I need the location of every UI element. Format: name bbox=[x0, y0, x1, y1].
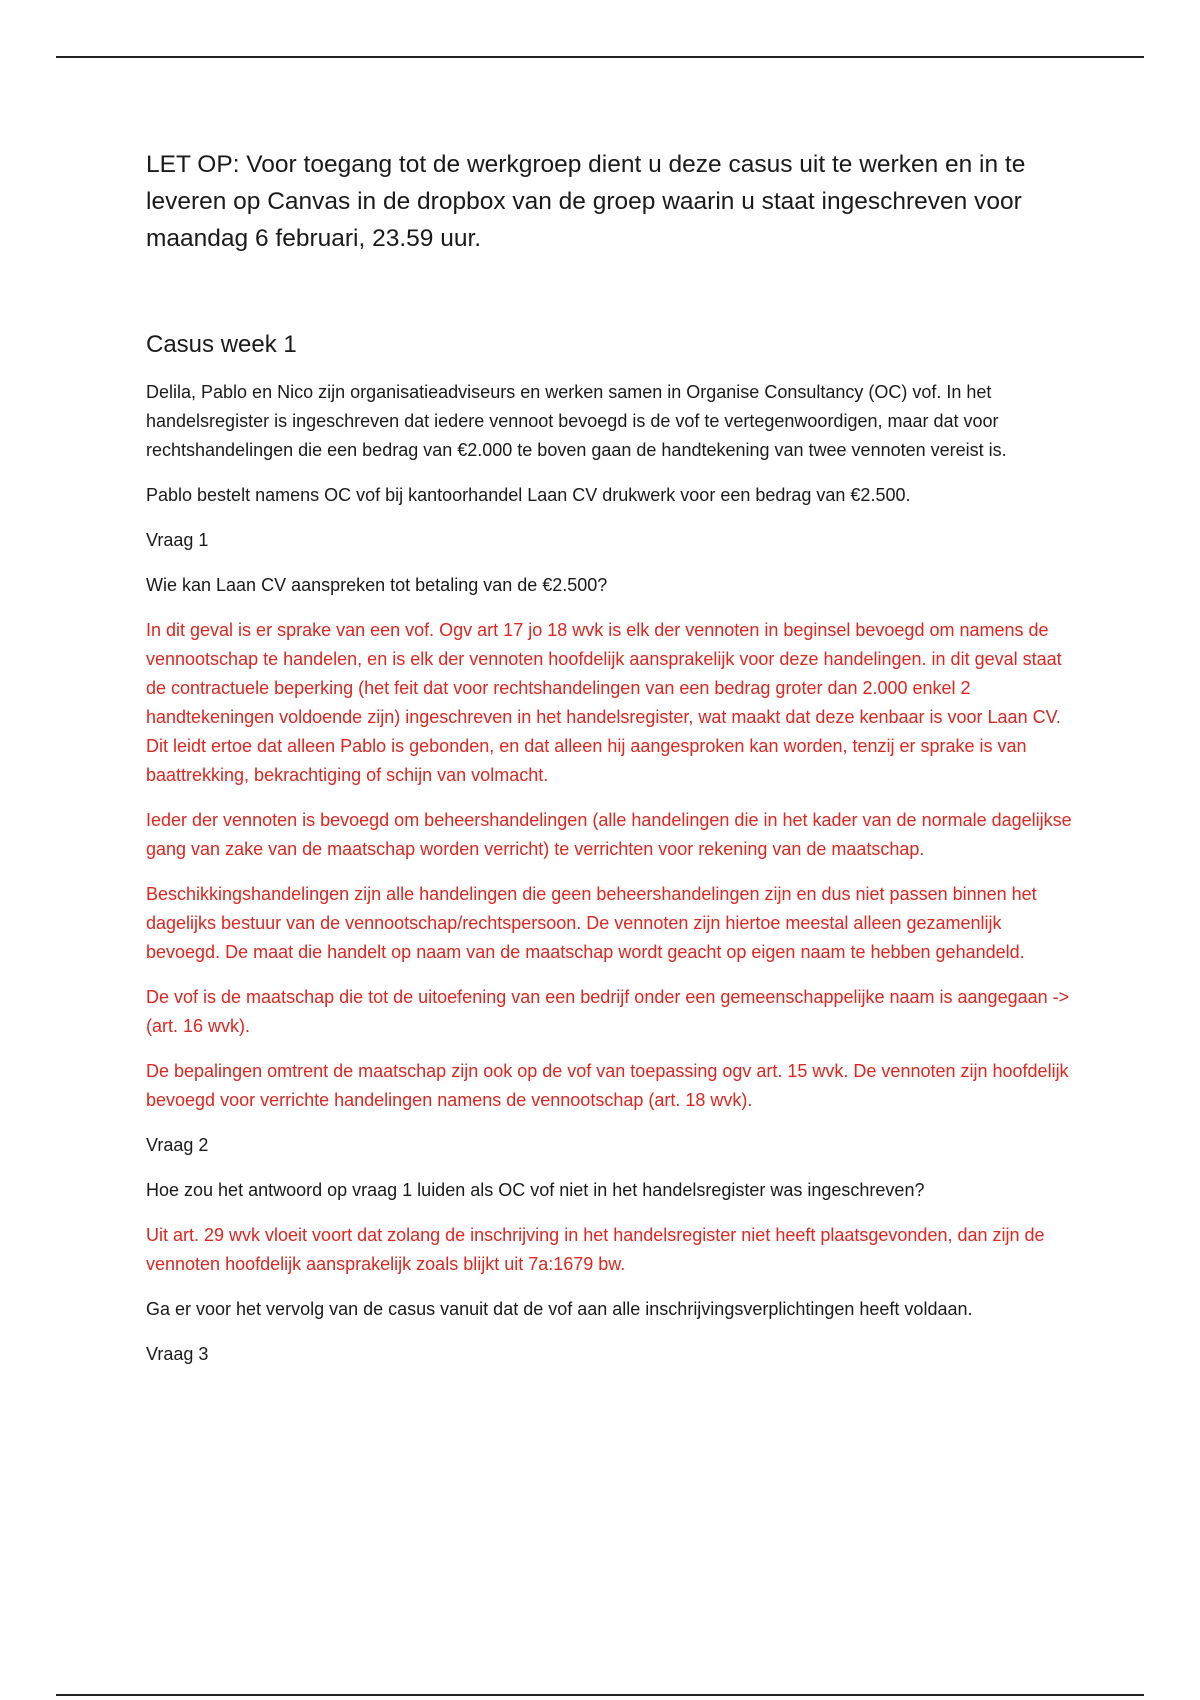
answer-1-paragraph: De bepalingen omtrent de maatschap zijn ook op de vof van toepassing ogv art. 15 wvk. De vennoten zijn hoofdelijk bevoegd voor verrichte handelingen namens de vennootschap (art. 18 wvk). bbox=[146, 1061, 1069, 1110]
answer-2-paragraph: Uit art. 29 wvk vloeit voort dat zolang de inschrijving in het handelsregister niet heeft plaatsgevonden, dan zijn de vennoten hoofdelijk aansprakelijk zoals blijkt uit 7a:1679 bw. bbox=[146, 1225, 1045, 1274]
answer-1-paragraph: In dit geval is er sprake van een vof. Ogv art 17 jo 18 wvk is elk der vennoten in beginsel bevoegd om namens de vennootschap te handelen, en is elk der vennoten hoofdelijk aansprakelijk voor deze handelingen. in dit geval staat de contractuele beperking (het feit dat voor rechtshandelingen van een bedrag groter dan 2.000 enkel 2 handtekeningen voldoende zijn) ingeschreven in het handelsregister, wat maakt dat deze kenbaar is voor Laan CV. Dit leidt ertoe dat alleen Pablo is gebonden, en dat alleen hij aangesproken kan worden, tenzij er sprake is van baattrekking, bekrachtiging of schijn van volmacht. bbox=[146, 620, 1062, 785]
question-1-heading: Vraag 1 bbox=[146, 530, 209, 550]
question-3-heading: Vraag 3 bbox=[146, 1344, 209, 1364]
answer-1-paragraph: Beschikkingshandelingen zijn alle handelingen die geen beheershandelingen zijn en dus niet passen binnen het dagelijks bestuur van de vennootschap/rechtspersoon. De vennoten zijn hiertoe meestal alleen gezamenlijk bevoegd. De maat die handelt op naam van de maatschap wordt geacht op eigen naam te hebben gehandeld. bbox=[146, 884, 1037, 962]
case-situation: Pablo bestelt namens OC vof bij kantoorhandel Laan CV drukwerk voor een bedrag van €2.500. bbox=[146, 485, 911, 505]
case-description: Delila, Pablo en Nico zijn organisatieadviseurs en werken samen in Organise Consultancy (OC) vof. In het handelsregister is ingeschreven dat iedere vennoot bevoegd is de vof te vertegenwoordigen, maar dat voor rechtshandelingen die een bedrag van €2.000 te boven gaan de handtekening van twee vennoten vereist is. bbox=[146, 382, 1007, 460]
top-divider bbox=[56, 56, 1144, 58]
case-content bbox=[146, 324, 1076, 1385]
case-title: Casus week 1 bbox=[146, 331, 297, 358]
bottom-divider bbox=[56, 1694, 1144, 1696]
question-2-text: Hoe zou het antwoord op vraag 1 luiden als OC vof niet in het handelsregister was ingeschreven? bbox=[146, 1180, 925, 1200]
case-continuation-note: Ga er voor het vervolg van de casus vanuit dat de vof aan alle inschrijvingsverplichtingen heeft voldaan. bbox=[146, 1299, 973, 1319]
question-2-heading: Vraag 2 bbox=[146, 1135, 209, 1155]
answer-1-paragraph: De vof is de maatschap die tot de uitoefening van een bedrijf onder een gemeenschappelijke naam is aangegaan -> (art. 16 wvk). bbox=[146, 987, 1070, 1036]
deadline-notice: LET OP: Voor toegang tot de werkgroep dient u deze casus uit te werken en in te leveren op Canvas in de dropbox van de groep waarin u staat ingeschreven voor maandag 6 februari, 23.59 uur. bbox=[146, 151, 1026, 252]
answer-1-paragraph: Ieder der vennoten is bevoegd om beheershandelingen (alle handelingen die in het kader van de normale dagelijkse gang van zake van de maatschap worden verricht) te verrichten voor rekening van de maatschap. bbox=[146, 810, 1072, 859]
question-1-text: Wie kan Laan CV aanspreken tot betaling van de €2.500? bbox=[146, 575, 608, 595]
